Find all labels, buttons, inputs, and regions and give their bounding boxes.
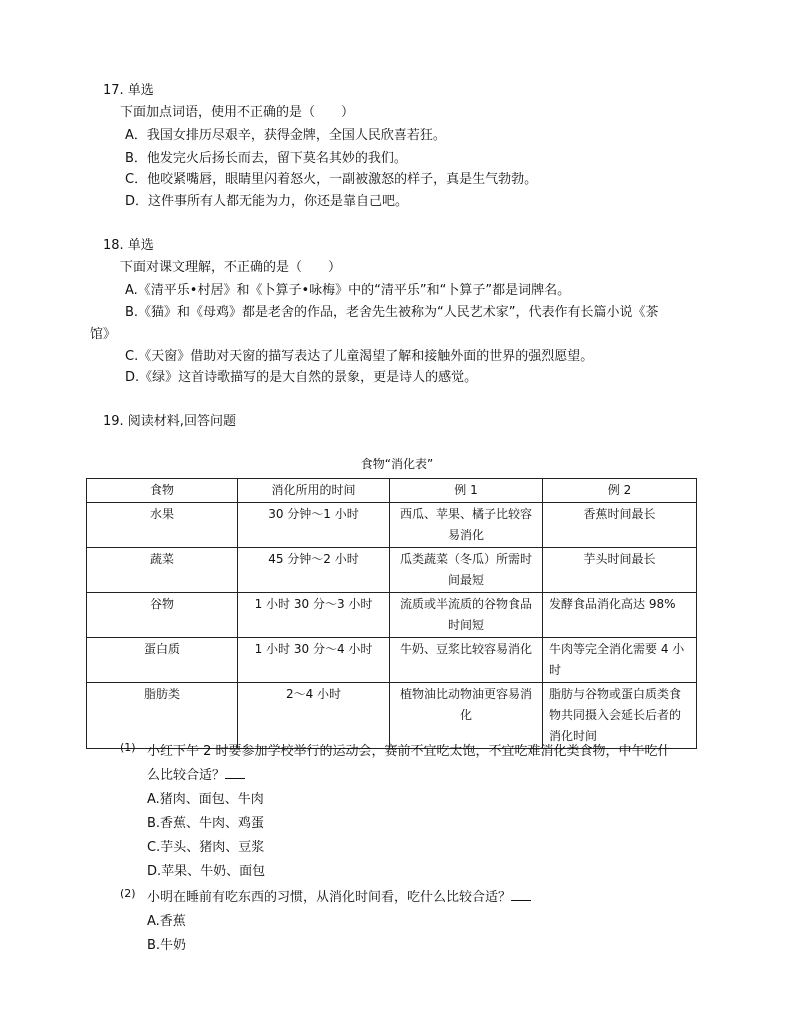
sub1-option-a[interactable]: A.猪肉、面包、牛肉 bbox=[147, 792, 264, 807]
sub2-line1: 小明在睡前有吃东西的习惯，从消化时间看，吃什么比较合适？ bbox=[147, 890, 512, 905]
cell-example-1: 牛奶、豆浆比较容易消化 bbox=[390, 638, 543, 683]
sub2-option-a[interactable]: A.香蕉 bbox=[147, 914, 186, 929]
q17-option-d[interactable]: D．这件事所有人都无能为力，你还是靠自己吧。 bbox=[125, 194, 409, 209]
q18-option-b[interactable]: B.《猫》和《母鸡》都是老舍的作品，老舍先生被称为“人民艺术家”，代表作有长篇小说《茶 bbox=[125, 305, 659, 320]
header-time: 消化所用的时间 bbox=[238, 479, 390, 503]
table-row bbox=[87, 638, 697, 683]
header-example-1: 例 1 bbox=[390, 479, 543, 503]
cell-food: 蛋白质 bbox=[87, 638, 238, 683]
q18-option-d[interactable]: D.《绿》这首诗歌描写的是大自然的景象，更是诗人的感觉。 bbox=[125, 370, 478, 385]
sub1-answer-blank[interactable] bbox=[225, 764, 245, 779]
table-row bbox=[87, 593, 697, 638]
sub2-option-b[interactable]: B.牛奶 bbox=[147, 938, 187, 953]
cell-example-2: 芋头时间最长 bbox=[543, 548, 697, 593]
header-food: 食物 bbox=[87, 479, 238, 503]
cell-example-1: 植物油比动物油更容易消化 bbox=[390, 683, 543, 749]
cell-example-2: 脂肪与谷物或蛋白质类食物共同摄入会延长后者的消化时间 bbox=[543, 683, 697, 749]
sub1-option-d[interactable]: D.苹果、牛奶、面包 bbox=[147, 864, 266, 879]
table-caption: 食物“消化表” bbox=[360, 457, 434, 471]
cell-food: 谷物 bbox=[87, 593, 238, 638]
cell-example-2: 发酵食品消化高达 98% bbox=[543, 593, 697, 638]
cell-food: 脂肪类 bbox=[87, 683, 238, 749]
sub1-line2-wrap bbox=[147, 764, 245, 783]
sub2-answer-blank[interactable] bbox=[511, 886, 531, 901]
q17-stem: 下面加点词语，使用不正确的是（ ） bbox=[120, 105, 355, 120]
header-example-2: 例 2 bbox=[543, 479, 697, 503]
q17-option-b[interactable]: B．他发完火后扬长而去，留下莫名其妙的我们。 bbox=[125, 151, 407, 166]
q19-title: 19. 阅读材料,回答问题 bbox=[103, 414, 236, 429]
q18-option-b-continued: 馆》 bbox=[90, 327, 117, 342]
q17-option-a[interactable]: A．我国女排历尽艰辛，获得金牌，全国人民欣喜若狂。 bbox=[125, 128, 446, 143]
q18-option-a[interactable]: A.《清平乐•村居》和《卜算子•咏梅》中的“清平乐”和“卜算子”都是词牌名。 bbox=[125, 283, 571, 298]
q18-option-c[interactable]: C.《天窗》借助对天窗的描写表达了儿童渴望了解和接触外面的世界的强烈愿望。 bbox=[125, 349, 594, 364]
cell-example-2: 香蕉时间最长 bbox=[543, 503, 697, 548]
sub2-number: (2) bbox=[120, 887, 136, 900]
sub1-number: (1) bbox=[120, 741, 136, 754]
table-row bbox=[87, 548, 697, 593]
sub1-option-c[interactable]: C.芋头、猪肉、豆浆 bbox=[147, 840, 265, 855]
q17-title: 17. 单选 bbox=[103, 83, 154, 98]
sub2-line1-wrap bbox=[147, 886, 531, 905]
table-header-row bbox=[87, 479, 697, 503]
q17-option-c[interactable]: C．他咬紧嘴唇，眼睛里闪着怒火，一副被激怒的样子，真是生气勃勃。 bbox=[125, 172, 538, 187]
cell-time: 30 分钟～1 小时 bbox=[238, 503, 390, 548]
q18-title: 18. 单选 bbox=[103, 238, 154, 253]
q18-stem: 下面对课文理解，不正确的是（ ） bbox=[120, 260, 342, 275]
cell-example-2: 牛肉等完全消化需要 4 小时 bbox=[543, 638, 697, 683]
cell-time: 2～4 小时 bbox=[238, 683, 390, 749]
sub1-option-b[interactable]: B.香蕉、牛肉、鸡蛋 bbox=[147, 816, 265, 831]
cell-time: 1 小时 30 分～4 小时 bbox=[238, 638, 390, 683]
cell-food: 蔬菜 bbox=[87, 548, 238, 593]
cell-time: 1 小时 30 分～3 小时 bbox=[238, 593, 390, 638]
table-row bbox=[87, 683, 697, 749]
sub1-line2: 么比较合适？ bbox=[147, 768, 226, 783]
cell-example-1: 流质或半流质的谷物食品时间短 bbox=[390, 593, 543, 638]
digestion-table bbox=[86, 478, 697, 749]
table-row bbox=[87, 503, 697, 548]
sub1-line1: 小红下午 2 时要参加学校举行的运动会，赛前不宜吃太饱，不宜吃难消化类食物，中午吃什 bbox=[147, 744, 671, 759]
cell-example-1: 西瓜、苹果、橘子比较容易消化 bbox=[390, 503, 543, 548]
cell-example-1: 瓜类蔬菜（冬瓜）所需时间最短 bbox=[390, 548, 543, 593]
cell-food: 水果 bbox=[87, 503, 238, 548]
cell-time: 45 分钟～2 小时 bbox=[238, 548, 390, 593]
